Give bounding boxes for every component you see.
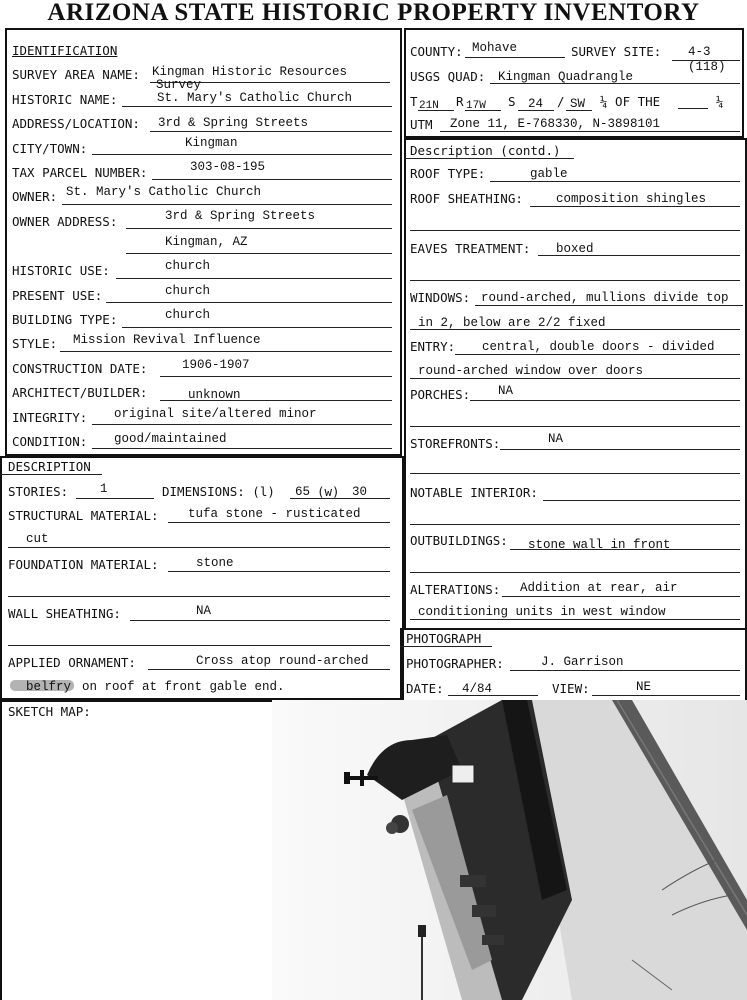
structural-material-value: tufa stone - rusticated <box>188 507 361 521</box>
foundation-material-value: stone <box>196 556 234 570</box>
township-label: T <box>410 94 418 109</box>
outbuildings-label: OUTBUILDINGS: <box>410 533 508 548</box>
sketch-map-label: SKETCH MAP: <box>8 704 91 719</box>
notable-interior-label: NOTABLE INTERIOR: <box>410 485 538 500</box>
owner-address-value-cont: Kingman, AZ <box>165 235 248 249</box>
county-value: Mohave <box>472 41 518 55</box>
building-type-label: BUILDING TYPE: <box>12 312 118 327</box>
building-photograph <box>272 700 747 1000</box>
integrity-value: original site/altered minor <box>114 407 317 421</box>
utm-value: Zone 11, E-768330, N-3898101 <box>450 117 661 131</box>
photo-date-label: DATE: <box>406 681 444 696</box>
dimensions-width: 30 <box>352 485 368 499</box>
eaves-label: EAVES TREATMENT: <box>410 241 531 256</box>
survey-area-label: SURVEY AREA NAME: <box>12 67 140 82</box>
range-label: R <box>456 94 464 109</box>
tax-parcel-value: 303-08-195 <box>190 160 266 174</box>
sketch-map-section <box>0 700 274 1000</box>
township-value: 21N <box>419 100 439 112</box>
historic-name-value: St. Mary's Catholic Church <box>157 91 353 105</box>
eaves-value: boxed <box>556 242 594 256</box>
address-label: ADDRESS/LOCATION: <box>12 116 140 131</box>
survey-area-value-cont: Survey <box>156 78 202 92</box>
survey-site-value: 4-3 <box>688 45 711 59</box>
address-value: 3rd & Spring Streets <box>158 116 309 130</box>
photograph-heading: PHOTOGRAPH <box>406 631 482 646</box>
stories-label: STORIES: <box>8 484 69 499</box>
quarter-slash: / <box>557 94 565 109</box>
condition-label: CONDITION: <box>12 434 88 449</box>
quarter-of-label: ¼ OF THE <box>600 94 661 109</box>
structural-material-value-cont: cut <box>26 532 49 546</box>
usgs-quad-label: USGS QUAD: <box>410 69 486 84</box>
applied-ornament-value-cont-a: belfry <box>26 680 72 694</box>
church-photo-illustration <box>272 700 747 1000</box>
applied-ornament-value: Cross atop round-arched <box>196 654 369 668</box>
roof-type-value: gable <box>530 167 568 181</box>
dimensions-length: 65 <box>295 485 311 499</box>
roof-sheathing-label: ROOF SHEATHING: <box>410 191 523 206</box>
storefronts-label: STOREFRONTS: <box>410 436 501 451</box>
windows-value: round-arched, mullions divide top <box>481 291 729 305</box>
alterations-value-cont: conditioning units in west window <box>418 605 666 619</box>
form-title: ARIZONA STATE HISTORIC PROPERTY INVENTORY <box>47 0 700 26</box>
owner-label: OWNER: <box>12 189 58 204</box>
entry-label: ENTRY: <box>410 339 456 354</box>
range-value: 17W <box>466 100 486 112</box>
porches-value: NA <box>498 384 514 398</box>
foundation-material-label: FOUNDATION MATERIAL: <box>8 557 159 572</box>
survey-area-value: Kingman Historic Resources <box>152 65 348 79</box>
quarter-end-label: ¼ <box>716 94 724 109</box>
description-contd-heading: Description (contd.) <box>410 143 561 158</box>
section-label: S <box>508 94 516 109</box>
building-type-value: church <box>165 308 211 322</box>
photo-view-label: VIEW: <box>552 681 590 696</box>
entry-value-cont: round-arched window over doors <box>418 364 644 378</box>
architect-label: ARCHITECT/BUILDER: <box>12 385 148 400</box>
tax-parcel-label: TAX PARCEL NUMBER: <box>12 165 148 180</box>
construction-date-label: CONSTRUCTION DATE: <box>12 361 148 376</box>
survey-site-value-cont: (118) <box>688 60 726 74</box>
porches-label: PORCHES: <box>410 387 471 402</box>
alterations-label: ALTERATIONS: <box>410 582 501 597</box>
applied-ornament-label: APPLIED ORNAMENT: <box>8 655 136 670</box>
storefronts-value: NA <box>548 432 564 446</box>
entry-value: central, double doors - divided <box>482 340 715 354</box>
style-label: STYLE: <box>12 336 58 351</box>
owner-value: St. Mary's Catholic Church <box>66 185 262 199</box>
photographer-label: PHOTOGRAPHER: <box>406 656 504 671</box>
owner-address-label: OWNER ADDRESS: <box>12 214 118 229</box>
historic-use-value: church <box>165 259 211 273</box>
alterations-value: Addition at rear, air <box>520 581 678 595</box>
style-value: Mission Revival Influence <box>73 333 261 347</box>
applied-ornament-value-cont-b: on roof at front gable end. <box>82 680 285 694</box>
survey-site-label: SURVEY SITE: <box>571 44 662 59</box>
present-use-label: PRESENT USE: <box>12 288 103 303</box>
dimensions-label: DIMENSIONS: (l) <box>162 484 275 499</box>
photo-date-value: 4/84 <box>462 682 493 696</box>
roof-type-label: ROOF TYPE: <box>410 166 486 181</box>
city-value: Kingman <box>185 136 238 150</box>
county-label: COUNTY: <box>410 44 463 59</box>
architect-value: unknown <box>188 388 241 402</box>
owner-address-value: 3rd & Spring Streets <box>165 209 316 223</box>
section-value: 24 <box>528 97 544 111</box>
wall-sheathing-value: NA <box>196 604 212 618</box>
usgs-quad-value: Kingman Quadrangle <box>498 70 634 84</box>
historic-name-label: HISTORIC NAME: <box>12 92 118 107</box>
quarter-value: SW <box>570 97 586 111</box>
present-use-value: church <box>165 284 211 298</box>
windows-value-cont: in 2, below are 2/2 fixed <box>418 316 606 330</box>
city-label: CITY/TOWN: <box>12 141 88 156</box>
outbuildings-value: stone wall in front <box>528 538 671 552</box>
photo-view-value: NE <box>636 680 652 694</box>
historic-use-label: HISTORIC USE: <box>12 263 110 278</box>
windows-label: WINDOWS: <box>410 290 471 305</box>
photographer-value: J. Garrison <box>541 655 624 669</box>
construction-date-value: 1906-1907 <box>182 358 250 372</box>
utm-label: UTM <box>410 117 433 132</box>
stories-value: 1 <box>100 482 108 496</box>
description-contd-section <box>404 138 747 630</box>
roof-sheathing-value: composition shingles <box>556 192 707 206</box>
condition-value: good/maintained <box>114 432 227 446</box>
dimensions-width-label: (w) <box>317 484 340 499</box>
identification-heading: IDENTIFICATION <box>12 43 118 58</box>
description-heading: DESCRIPTION <box>8 459 91 474</box>
structural-material-label: STRUCTURAL MATERIAL: <box>8 508 159 523</box>
wall-sheathing-label: WALL SHEATHING: <box>8 606 121 621</box>
integrity-label: INTEGRITY: <box>12 410 88 425</box>
